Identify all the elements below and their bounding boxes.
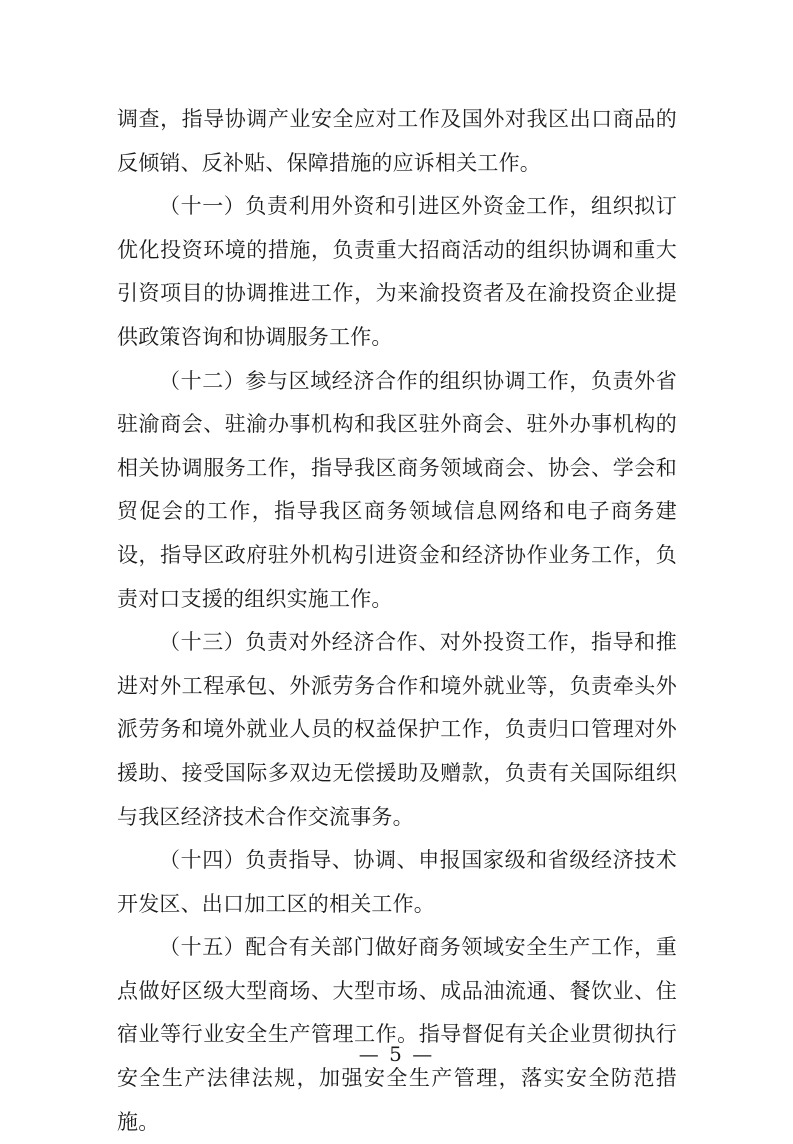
document-body [117,98,677,1144]
paragraph-item-13: （十三）负责对外经济合作、对外投资工作，指导和推进对外工程承包、外派劳务合作和境外就业等，负责牵头外派劳务和境外就业人员的权益保护工作，负责归口管理对外援助、接受国际多双边无偿援助及赠款，负责有关国际组织与我区经济技术合作交流事务。 [117,630,677,829]
paragraph-item-15: （十五）配合有关部门做好商务领域安全生产工作，重点做好区级大型商场、大型市场、成品油流通、餐饮业、住宿业等行业安全生产管理工作。指导督促有关企业贯彻执行安全生产法律法规，加强安全生产管理，落实安全防范措施。 [117,935,677,1134]
paragraph-item-11: （十一）负责利用外资和引进区外资金工作，组织拟订优化投资环境的措施，负责重大招商活动的组织协调和重大引资项目的协调推进工作，为来渝投资者及在渝投资企业提供政策咨询和协调服务工作。 [117,194,677,349]
paragraph-continuation: 调查，指导协调产业安全应对工作及国外对我区出口商品的反倾销、反补贴、保障措施的应诉相关工作。 [117,107,677,175]
paragraph-item-14: （十四）负责指导、协调、申报国家级和省级经济技术开发区、出口加工区的相关工作。 [117,848,677,916]
page-number: — 5 — [358,1042,435,1066]
paragraph-item-12: （十二）参与区域经济合作的组织协调工作，负责外省驻渝商会、驻渝办事机构和我区驻外商会、驻外办事机构的相关协调服务工作，指导我区商务领域商会、协会、学会和贸促会的工作，指导我区商务领域信息网络和电子商务建设，指导区政府驻外机构引进资金和经济协作业务工作，负责对口支援的组织实施工作。 [117,368,677,611]
